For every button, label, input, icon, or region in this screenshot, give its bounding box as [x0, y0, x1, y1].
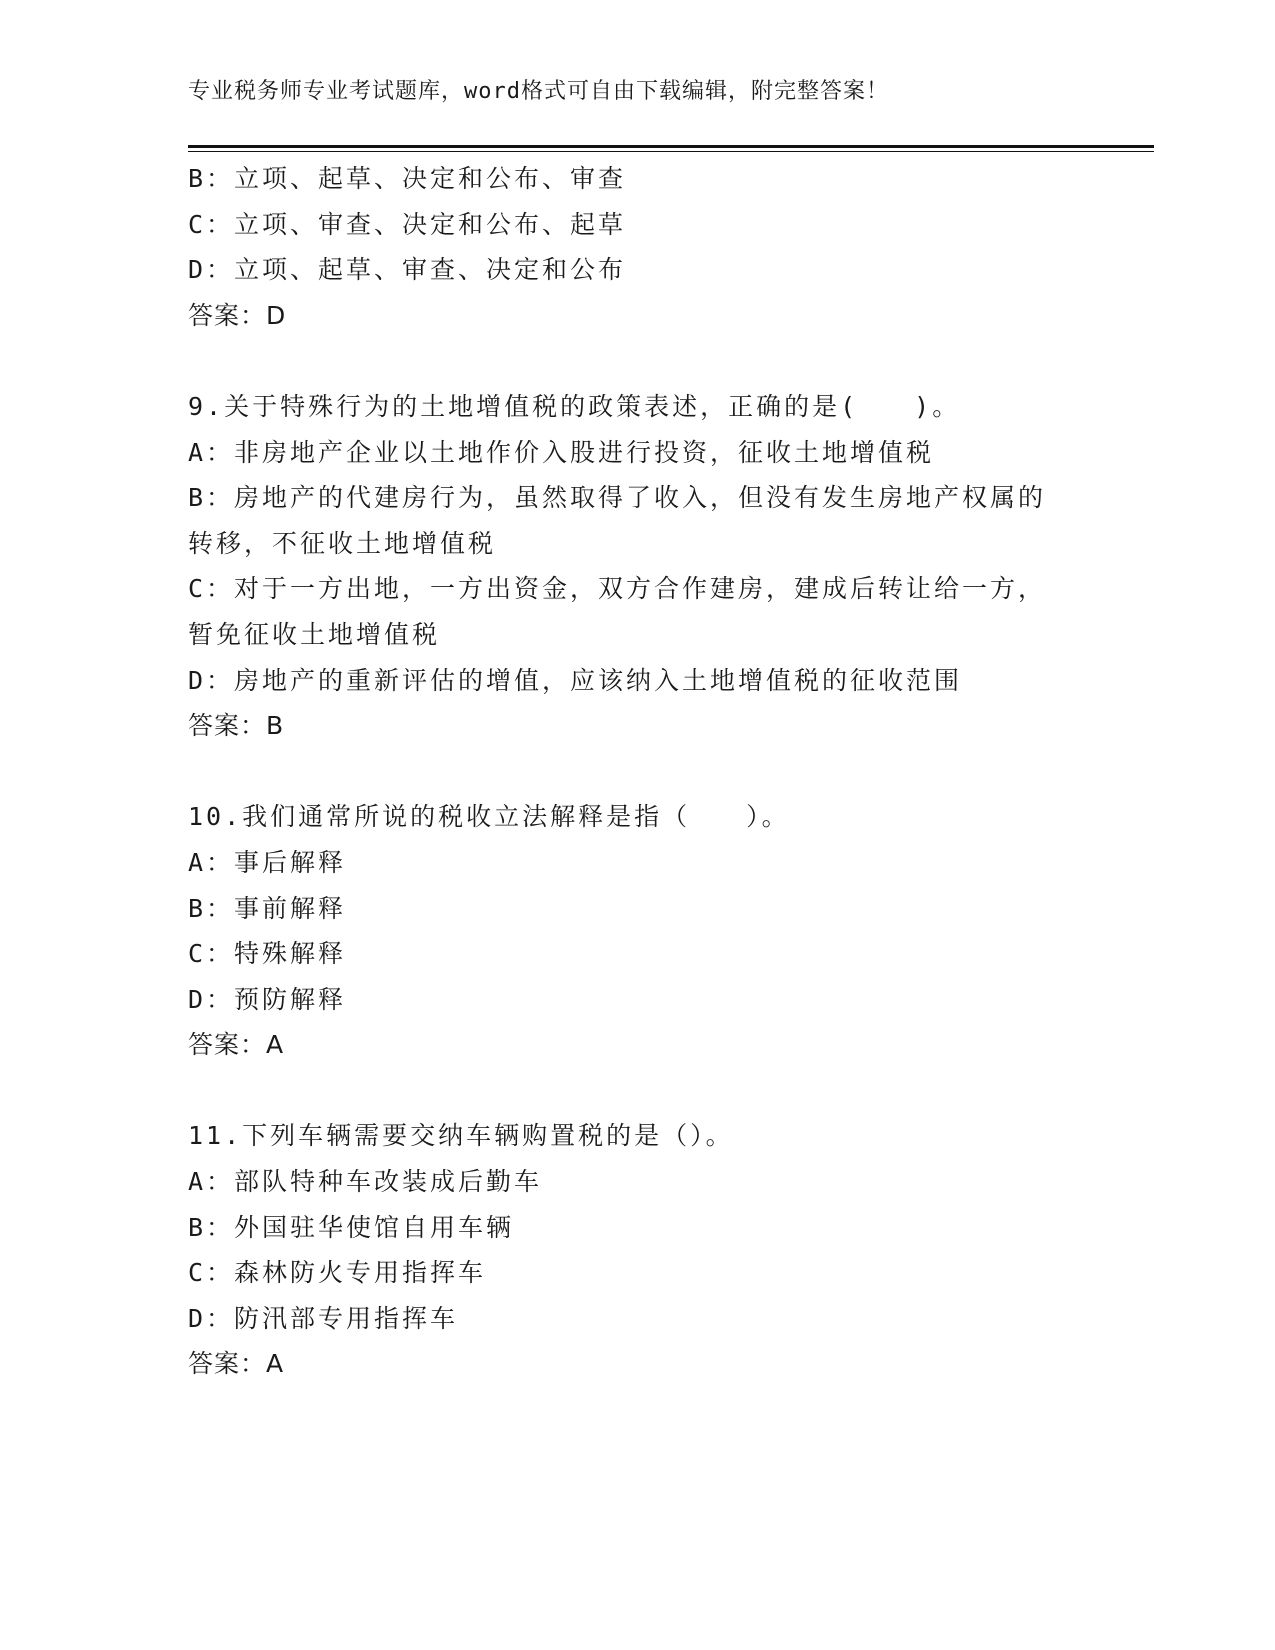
option-line: C：森林防火专用指挥车	[188, 1258, 487, 1288]
option-line: B：事前解释	[188, 893, 347, 923]
question-content	[188, 156, 1118, 1387]
option-line: B：立项、起草、决定和公布、审查	[188, 164, 627, 193]
answer-line: 答案：A	[188, 1030, 285, 1060]
spacer	[188, 338, 1118, 384]
page-header: 专业税务师专业考试题库，word格式可自由下载编辑，附完整答案！	[188, 79, 889, 104]
option-line: A：部队特种车改装成后勤车	[188, 1167, 543, 1197]
option-line: D：房地产的重新评估的增值，应该纳入土地增值税的征收范围	[188, 665, 963, 695]
option-line: A：事后解释	[188, 847, 347, 877]
option-line: 转移，不征收土地增值税	[188, 528, 497, 558]
option-line: C：立项、审查、决定和公布、起草	[188, 209, 627, 239]
option-line: D：预防解释	[188, 984, 347, 1014]
answer-line: 答案：A	[188, 1349, 285, 1379]
option-line: C：对于一方出地，一方出资金，双方合作建房，建成后转让给一方，	[188, 574, 1047, 604]
answer-line: 答案：D	[188, 300, 287, 330]
answer-line: 答案：B	[188, 711, 285, 741]
header-rule-thick	[188, 145, 1154, 148]
question-stem: 10.我们通常所说的税收立法解释是指（ ）。	[188, 802, 790, 832]
option-line: B：外国驻华使馆自用车辆	[188, 1212, 515, 1242]
option-line: D：立项、起草、审查、决定和公布	[188, 255, 627, 285]
question-stem: 9.关于特殊行为的土地增值税的政策表述，正确的是( )。	[188, 391, 961, 421]
question-stem: 11.下列车辆需要交纳车辆购置税的是（）。	[188, 1121, 734, 1151]
option-line: D：防汛部专用指挥车	[188, 1303, 459, 1333]
header-rule-thin	[188, 151, 1154, 152]
spacer	[188, 749, 1118, 795]
option-line: C：特殊解释	[188, 939, 347, 969]
spacer	[188, 1068, 1118, 1114]
option-line: A：非房地产企业以土地作价入股进行投资，征收土地增值税	[188, 437, 935, 467]
option-line: B：房地产的代建房行为，虽然取得了收入，但没有发生房地产权属的	[188, 483, 1047, 513]
option-line: 暂免征收土地增值税	[188, 619, 441, 649]
